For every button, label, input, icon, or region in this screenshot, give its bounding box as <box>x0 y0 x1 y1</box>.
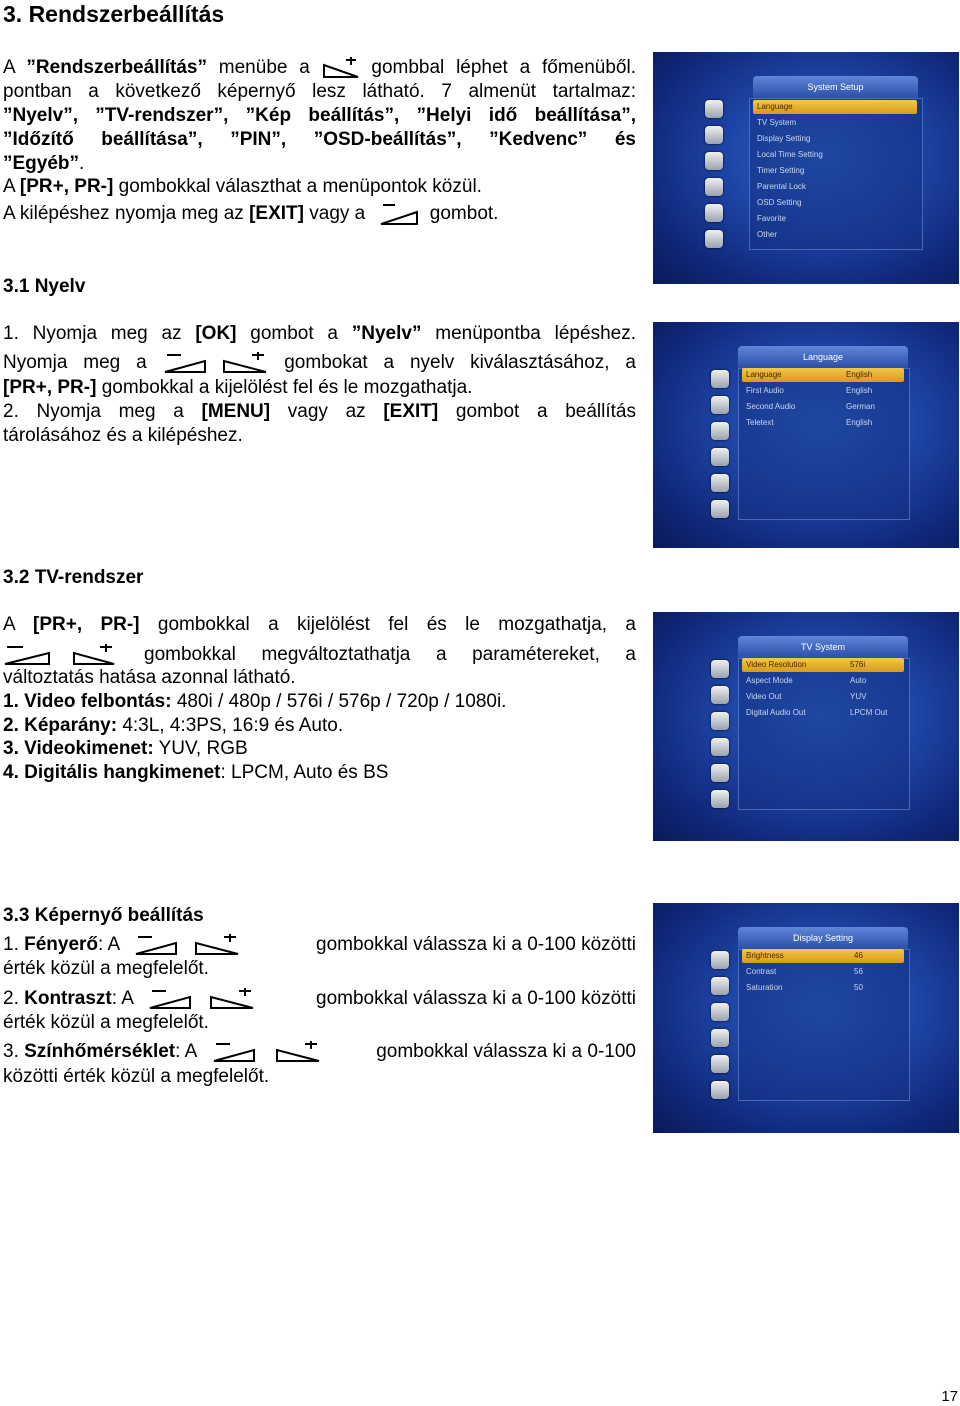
text: A <box>3 176 20 197</box>
tv-system-screenshot <box>653 612 959 841</box>
item-label: Fényerő <box>24 934 99 956</box>
item-value: 480i / 480p / 576i / 576p / 720p / 1080i. <box>171 691 507 712</box>
paragraph-line <box>3 202 498 226</box>
text: gombokkal a kijelölést fel és le mozgathatja, a <box>139 614 636 635</box>
volume-minus-icon <box>163 352 207 374</box>
setting-label: First Audio <box>746 386 784 395</box>
setting-label: Contrast <box>746 967 777 976</box>
text: ”Időzítő beállítása”, ”PIN”, ”OSD-beállítás”, ”Kedvenc” és <box>3 129 636 150</box>
text: : A <box>98 934 120 956</box>
setting-value: English <box>846 418 873 427</box>
usb-icon <box>711 764 729 782</box>
setting-value: English <box>846 370 873 379</box>
setting-label: Teletext <box>746 418 774 427</box>
setting-value: 56 <box>854 967 863 976</box>
volume-minus-icon <box>134 934 178 956</box>
menu-item: Other <box>757 230 778 239</box>
paragraph-line <box>3 323 636 345</box>
list-item <box>3 934 636 956</box>
section-heading: 3.3 Képernyő beállítás <box>3 905 204 926</box>
setting-value: 50 <box>854 983 863 992</box>
setting-row <box>742 384 904 398</box>
text: gombbal léphet a főmenüből. <box>359 57 636 79</box>
text: vagy az <box>270 401 384 422</box>
volume-plus-icon <box>275 1041 321 1063</box>
text: ”Egyéb” <box>3 153 80 174</box>
gear-icon <box>711 712 729 730</box>
text: gombokat a nyelv kiválasztásához, a <box>284 352 636 374</box>
text: 1. <box>3 934 25 956</box>
key-label: [MENU] <box>201 401 271 422</box>
satellite-icon <box>705 100 723 118</box>
text: 3. <box>3 1041 25 1063</box>
setting-label: Second Audio <box>746 402 796 411</box>
setting-label: Video Resolution <box>746 660 807 669</box>
language-screenshot <box>653 322 959 548</box>
setting-value: Auto <box>850 676 867 685</box>
tools-icon <box>711 977 729 995</box>
list-item <box>3 762 388 784</box>
list-item <box>3 988 636 1010</box>
setting-row <box>742 981 904 995</box>
item-label: 3. Videokimenet: <box>3 738 154 759</box>
setting-label: Language <box>746 370 782 379</box>
media-icon <box>711 738 729 756</box>
setting-label: Video Out <box>746 692 782 701</box>
item-value: : LPCM, Auto és BS <box>220 762 389 783</box>
list-item <box>3 1041 636 1063</box>
key-label: [OK] <box>195 323 237 344</box>
tools-icon <box>705 126 723 144</box>
text: A <box>3 614 33 635</box>
paragraph-line <box>3 129 636 151</box>
setting-value: LPCM Out <box>850 708 888 717</box>
menu-item: Parental Lock <box>757 182 806 191</box>
text: menübe a <box>207 57 322 79</box>
paragraph-line <box>3 401 636 423</box>
item-value: YUV, RGB <box>153 738 248 759</box>
display-setting-screenshot <box>653 903 959 1133</box>
menu-item: TV System <box>757 118 797 127</box>
setting-row-language <box>742 368 904 382</box>
globe-icon <box>705 230 723 248</box>
tools-icon <box>711 396 729 414</box>
section-heading: 3.1 Nyelv <box>3 276 86 297</box>
volume-plus-icon <box>194 934 240 956</box>
volume-minus-icon <box>379 202 419 226</box>
text: . <box>79 153 85 174</box>
list-item <box>3 715 343 737</box>
key-label: [EXIT] <box>383 401 439 422</box>
text: gombot a beállítás <box>438 401 636 422</box>
list-item <box>3 738 248 760</box>
menu-title: System Setup <box>753 76 918 98</box>
menu-item: Local Time Setting <box>757 150 823 159</box>
text: gombokkal válassza ki a 0-100 közötti <box>316 988 636 1009</box>
text: : A <box>175 1041 197 1063</box>
setting-label: Brightness <box>746 951 784 960</box>
setting-row <box>742 416 904 430</box>
paragraph-line: ”Nyelv”, ”TV-rendszer”, ”Kép beállítás”, ”Helyi idő beállítása”, <box>3 105 636 126</box>
paragraph-line: érték közül a megfelelőt. <box>3 958 209 979</box>
volume-minus-icon <box>148 988 192 1010</box>
menu-name: ”Nyelv” <box>351 323 422 344</box>
setting-value: English <box>846 386 873 395</box>
volume-plus-icon <box>209 988 255 1010</box>
text: gombokkal választhat a menüpontok közül. <box>113 176 482 197</box>
text: : A <box>111 988 133 1010</box>
paragraph-line: pontban a következő képernyő lesz látható. 7 almenüt tartalmaz: <box>3 81 636 102</box>
satellite-icon <box>711 370 729 388</box>
setting-row-video-resolution <box>742 658 904 672</box>
usb-icon <box>705 204 723 222</box>
paragraph-line: érték közül a megfelelőt. <box>3 1012 209 1033</box>
setting-row <box>742 690 904 704</box>
setting-value: YUV <box>850 692 867 701</box>
gear-icon <box>711 1003 729 1021</box>
paragraph-line <box>3 176 482 198</box>
text: 2. <box>3 988 25 1010</box>
setting-row-brightness <box>742 949 904 963</box>
menu-title: Language <box>738 346 908 368</box>
gear-icon <box>711 422 729 440</box>
paragraph-line <box>3 377 472 399</box>
paragraph-line: változtatás hatása azonnal látható. <box>3 667 296 688</box>
gear-icon <box>705 152 723 170</box>
text: gombokkal válassza ki a 0-100 közötti <box>316 934 636 955</box>
list-item <box>3 691 506 713</box>
globe-icon <box>711 1081 729 1099</box>
key-label: [PR+, PR-] <box>19 176 114 197</box>
satellite-icon <box>711 951 729 969</box>
paragraph-line <box>3 352 636 374</box>
menu-item: Timer Setting <box>757 166 805 175</box>
menu-item-language: Language <box>753 100 917 114</box>
paragraph-line <box>3 57 636 79</box>
tools-icon <box>711 686 729 704</box>
paragraph-line <box>3 614 636 636</box>
satellite-icon <box>711 660 729 678</box>
setting-row <box>742 674 904 688</box>
text: A <box>3 57 27 79</box>
globe-icon <box>711 500 729 518</box>
section-title: 3. Rendszerbeállítás <box>3 1 225 27</box>
paragraph-line: közötti érték közül a megfelelőt. <box>3 1066 270 1087</box>
volume-plus-icon <box>222 352 268 374</box>
setting-row <box>742 965 904 979</box>
menu-title: TV System <box>738 636 908 658</box>
key-label: [PR+, PR-] <box>3 377 97 398</box>
text: gombokkal a kijelölést fel és le mozgathatja. <box>96 377 473 398</box>
text: Nyomja meg a <box>3 352 147 374</box>
text: 2. Nyomja meg a <box>3 401 202 422</box>
volume-plus-icon <box>72 644 116 666</box>
text: A kilépéshez nyomja meg az <box>3 203 250 225</box>
text: menüpontba lépéshez. <box>421 323 636 344</box>
volume-minus-icon <box>212 1041 256 1063</box>
text: gombokkal válassza ki a 0-100 <box>376 1041 636 1062</box>
menu-name: ”Rendszerbeállítás” <box>26 57 207 79</box>
setting-value: German <box>846 402 875 411</box>
key-label: [EXIT] <box>249 203 304 225</box>
setting-value: 46 <box>854 951 863 960</box>
setting-value: 576i <box>850 660 866 669</box>
menu-title: Display Setting <box>738 927 908 949</box>
system-setup-screenshot <box>653 52 959 284</box>
globe-icon <box>711 790 729 808</box>
page-number: 17 <box>941 1388 958 1405</box>
item-value: 4:3L, 4:3PS, 16:9 és Auto. <box>117 715 344 736</box>
usb-icon <box>711 1055 729 1073</box>
setting-label: Digital Audio Out <box>746 708 806 717</box>
text: 1. Nyomja meg az <box>3 323 196 344</box>
section-heading: 3.2 TV-rendszer <box>3 567 144 588</box>
menu-item: Display Setting <box>757 134 811 143</box>
volume-minus-icon <box>3 644 51 666</box>
usb-icon <box>711 474 729 492</box>
media-icon <box>705 178 723 196</box>
text: gombot a <box>236 323 352 344</box>
menu-item: OSD Setting <box>757 198 802 207</box>
paragraph-line: tárolásához és a kilépéshez. <box>3 425 243 446</box>
media-icon <box>711 1029 729 1047</box>
setting-label: Aspect Mode <box>746 676 793 685</box>
setting-row <box>742 706 904 720</box>
text: gombot. <box>424 203 499 225</box>
setting-row <box>742 400 904 414</box>
item-label: Színhőmérséklet <box>24 1041 176 1063</box>
item-label: Kontraszt <box>24 988 112 1010</box>
text: gombokkal megváltoztathatja a paramétereket, a <box>144 644 636 665</box>
menu-item: Favorite <box>757 214 786 223</box>
media-icon <box>711 448 729 466</box>
key-label: [PR+, PR-] <box>33 614 140 635</box>
item-label: 1. Video felbontás: <box>3 691 172 712</box>
volume-plus-icon <box>322 57 360 79</box>
item-label: 2. Képarány: <box>3 715 118 736</box>
paragraph-line <box>3 153 84 175</box>
menu-icon-column <box>705 100 741 256</box>
setting-label: Saturation <box>746 983 783 992</box>
paragraph-line <box>3 644 636 666</box>
text: vagy a <box>303 203 371 225</box>
item-label: 4. Digitális hangkimenet <box>3 762 221 783</box>
